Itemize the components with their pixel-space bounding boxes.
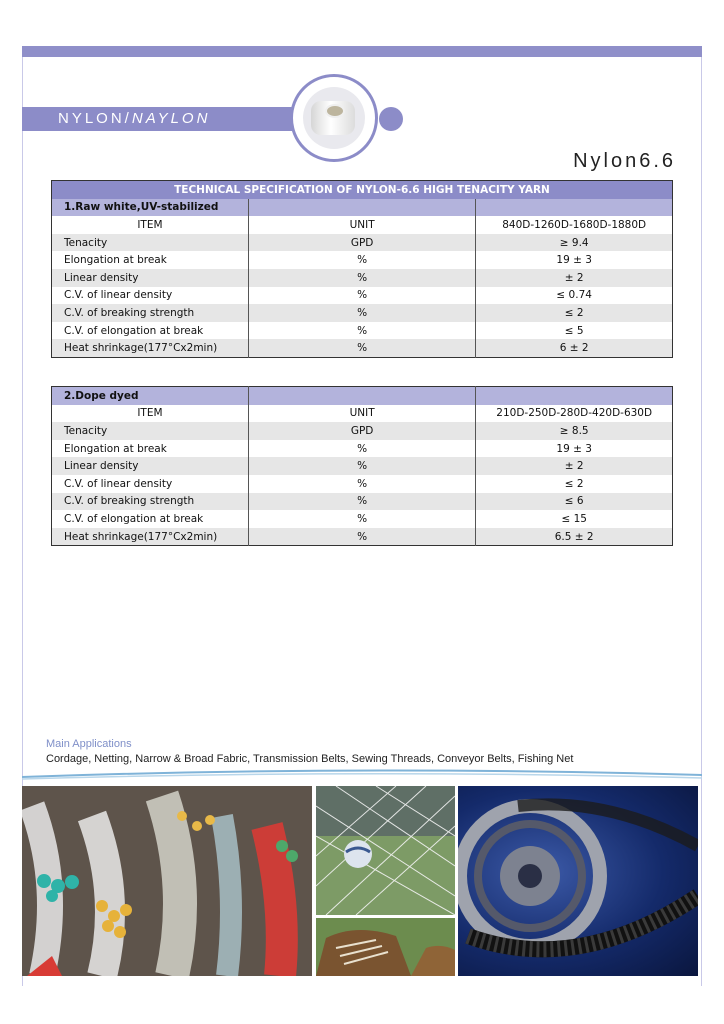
row-unit: % [248,440,476,458]
section-heading-blank [248,387,476,405]
row-item: Elongation at break [52,251,249,269]
table-row [52,251,673,269]
row-unit: % [248,322,476,340]
column-header-grade: 840D-1260D-1680D-1880D [476,216,673,234]
table-row [52,287,673,305]
column-header-item: ITEM [52,405,249,423]
table-row [52,322,673,340]
row-unit: % [248,304,476,322]
row-value: 6.5 ± 2 [476,528,673,546]
yarn-spool-icon [311,101,355,135]
row-value: ≥ 8.5 [476,422,673,440]
table-row [52,528,673,546]
row-unit: % [248,339,476,357]
yarn-spool-image [303,87,365,149]
decorative-dot [379,107,403,131]
row-value: ≤ 2 [476,304,673,322]
row-item: C.V. of breaking strength [52,493,249,511]
row-item: C.V. of linear density [52,287,249,305]
spec-table-dope-dyed [51,386,673,546]
table-row [52,422,673,440]
table-row [52,493,673,511]
table-row [52,475,673,493]
spec-table-raw-white [51,180,673,358]
row-value: ± 2 [476,269,673,287]
table-row [52,234,673,252]
row-unit: % [248,475,476,493]
row-item: Tenacity [52,422,249,440]
table-row [52,510,673,528]
spec-table-title: TECHNICAL SPECIFICATION OF NYLON-6.6 HIGH TENACITY YARN [52,181,673,199]
column-header-row [52,216,673,234]
applications-text: Cordage, Netting, Narrow & Broad Fabric, Transmission Belts, Sewing Threads, Conveyor Belts, Fishing Net [46,753,574,765]
row-unit: % [248,251,476,269]
row-item: C.V. of linear density [52,475,249,493]
row-value: ≤ 15 [476,510,673,528]
row-item: Heat shrinkage(177°Cx2min) [52,528,249,546]
decorative-swoosh [22,767,702,781]
row-item: C.V. of elongation at break [52,510,249,528]
row-item: Linear density [52,269,249,287]
transmission-belt-pulley-photo [458,786,698,976]
table-row [52,440,673,458]
product-name-italic: NAYLON [131,110,211,127]
fishing-nets-photo [22,786,312,976]
row-unit: % [248,269,476,287]
section-heading-blank [248,199,476,217]
table-row [52,457,673,475]
net-with-ball-photo [316,786,455,915]
column-header-item: ITEM [52,216,249,234]
column-header-row [52,405,673,423]
row-item: Heat shrinkage(177°Cx2min) [52,339,249,357]
row-value: ± 2 [476,457,673,475]
yarn-spool-image-frame [290,74,378,162]
section-heading-row [52,387,673,405]
row-unit: GPD [248,422,476,440]
section-heading-row [52,199,673,217]
row-value: ≤ 6 [476,493,673,511]
section-heading-blank [476,199,673,217]
row-value: 6 ± 2 [476,339,673,357]
row-item: Linear density [52,457,249,475]
row-unit: % [248,287,476,305]
section-heading: 2.Dope dyed [52,387,249,405]
row-unit: % [248,493,476,511]
table-row [52,339,673,357]
product-name-plain: NYLON/ [58,110,132,127]
section-heading: 1.Raw white,UV-stabilized [52,199,249,217]
top-accent-bar [22,46,702,57]
row-item: C.V. of breaking strength [52,304,249,322]
column-header-unit: UNIT [248,216,476,234]
row-unit: % [248,528,476,546]
row-value: 19 ± 3 [476,440,673,458]
row-value: ≤ 2 [476,475,673,493]
row-unit: % [248,457,476,475]
row-value: ≥ 9.4 [476,234,673,252]
row-value: ≤ 5 [476,322,673,340]
product-model-title: Nylon6.6 [573,150,676,172]
row-unit: % [248,510,476,528]
column-header-grade: 210D-250D-280D-420D-630D [476,405,673,423]
row-unit: GPD [248,234,476,252]
column-header-unit: UNIT [248,405,476,423]
row-item: C.V. of elongation at break [52,322,249,340]
product-name-banner [22,107,314,131]
table-row [52,304,673,322]
table-row [52,269,673,287]
boots-laces-photo [316,918,455,976]
spec-table-title-row [52,181,673,199]
row-item: Elongation at break [52,440,249,458]
row-item: Tenacity [52,234,249,252]
section-heading-blank [476,387,673,405]
applications-title: Main Applications [46,738,132,750]
row-value: ≤ 0.74 [476,287,673,305]
row-value: 19 ± 3 [476,251,673,269]
